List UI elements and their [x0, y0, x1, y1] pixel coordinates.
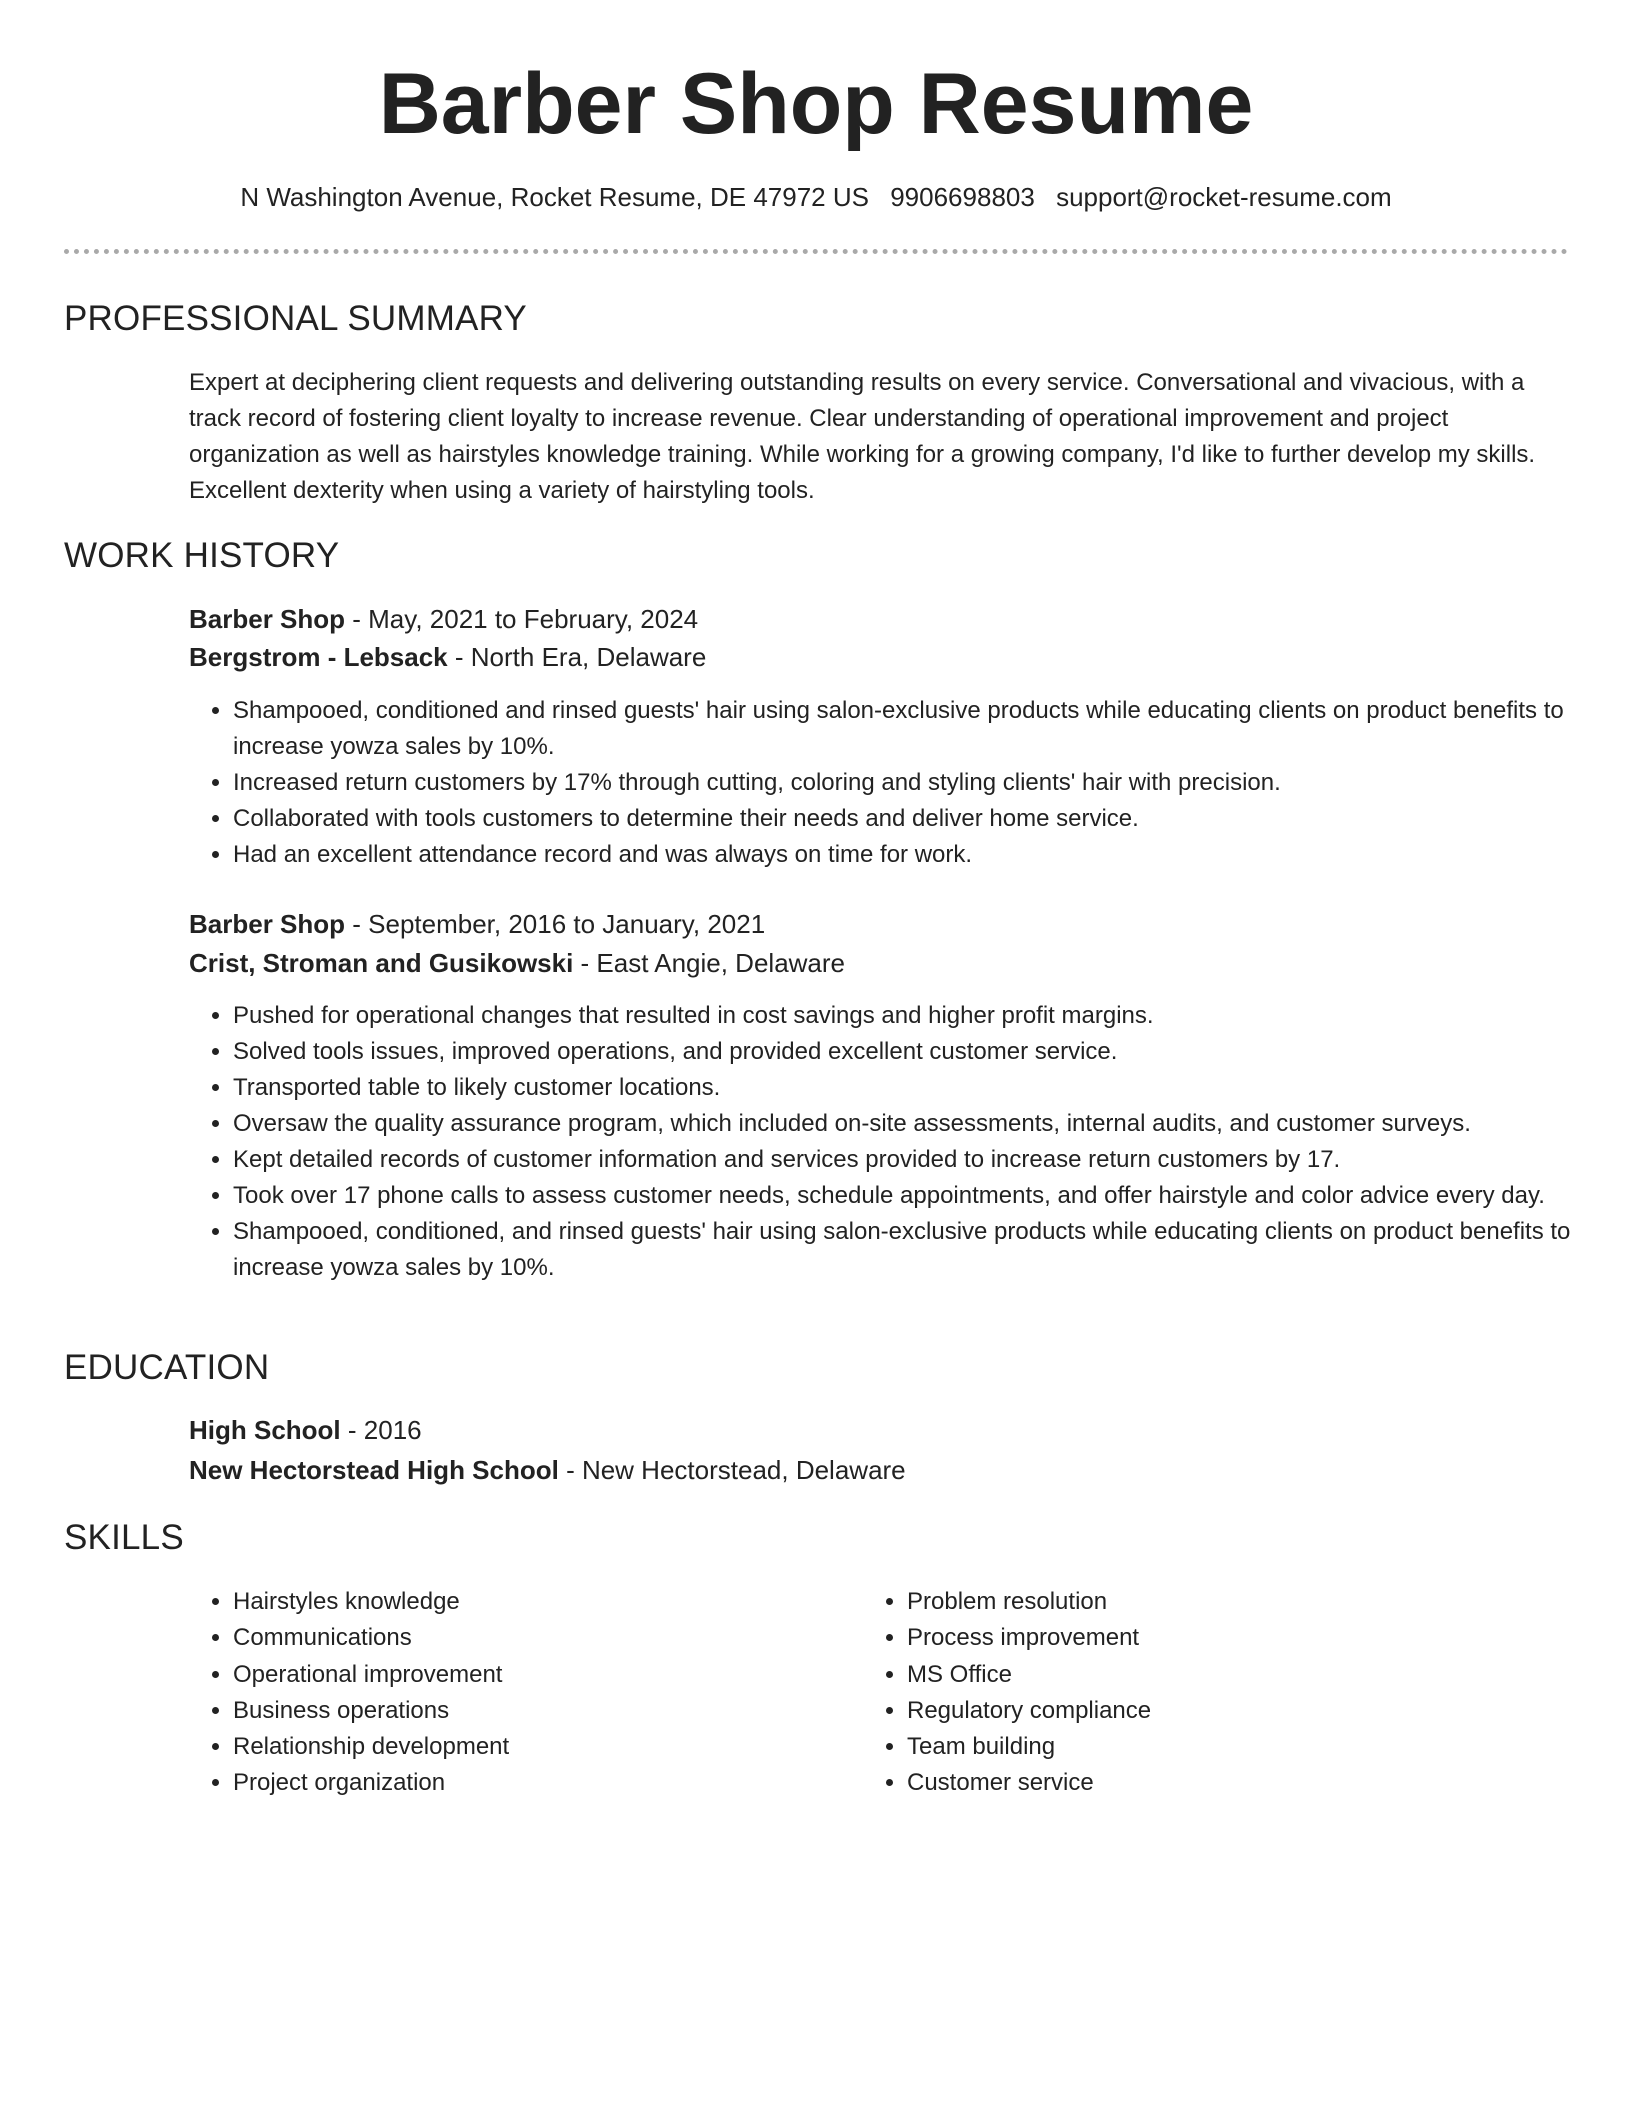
skill-item: • Customer service: [907, 1765, 1151, 1801]
skills-heading: SKILLS: [64, 1518, 184, 1557]
job-1-role: Barber Shop: [189, 604, 346, 634]
education-school-line: [189, 1453, 906, 1487]
summary-heading: PROFESSIONAL SUMMARY: [64, 299, 527, 338]
summary-text: Expert at deciphering client requests and delivering outstanding results on every service. Conversational and vivacious, with a track record of fostering client loyalty to increase revenue. Clear understanding of operational improvement and project organization as well as hairstyles knowledge training. While working for a growing company, I'd like to further develop my skills. Excellent dexterity when using a variety of hairstyling tools.: [189, 369, 1536, 504]
skill-item: • Project organization: [233, 1765, 509, 1801]
skill-item: • Problem resolution: [907, 1584, 1151, 1620]
job-2-title-line: [189, 907, 765, 941]
skill-item: • Regulatory compliance: [907, 1693, 1151, 1729]
resume-title: Barber Shop Resume: [378, 56, 1254, 152]
job-1-location: - North Era, Delaware: [447, 642, 707, 672]
list-item: • Transported table to likely customer locations.: [233, 1070, 1613, 1106]
list-item: • Increased return customers by 17% through cutting, coloring and styling clients' hair with precision.: [233, 765, 1613, 801]
header-divider: [64, 249, 1568, 254]
education-degree-line: [189, 1413, 422, 1447]
list-item: • Collaborated with tools customers to determine their needs and deliver home service.: [233, 801, 1613, 837]
list-item: • Shampooed, conditioned, and rinsed guests' hair using salon-exclusive products while educating clients on product benefits to increase yowza sales by 10%.: [233, 1214, 1613, 1286]
job-2-bullets: [189, 998, 1613, 1286]
skill-item: • Hairstyles knowledge: [233, 1584, 509, 1620]
education-location: - New Hectorstead, Delaware: [558, 1455, 906, 1485]
job-1-title-line: [189, 602, 698, 636]
skill-item: • Team building: [907, 1729, 1151, 1765]
skill-item: • Communications: [233, 1620, 509, 1656]
list-item: • Pushed for operational changes that resulted in cost savings and higher profit margins.: [233, 998, 1613, 1034]
list-item: • Had an excellent attendance record and was always on time for work.: [233, 837, 1613, 873]
contact-phone: 9906698803: [890, 182, 1035, 212]
contact-line: [0, 180, 1632, 214]
contact-email: support@rocket-resume.com: [1056, 182, 1392, 212]
list-item: • Shampooed, conditioned and rinsed guests' hair using salon-exclusive products while educating clients on product benefits to increase yowza sales by 10%.: [233, 693, 1613, 765]
list-item: • Solved tools issues, improved operations, and provided excellent customer service.: [233, 1034, 1613, 1070]
job-2-company: Crist, Stroman and Gusikowski: [189, 948, 574, 978]
job-2-dates: - September, 2016 to January, 2021: [345, 909, 766, 939]
education-year: - 2016: [340, 1415, 422, 1445]
education-degree: High School: [189, 1415, 341, 1445]
skill-item: • Operational improvement: [233, 1657, 509, 1693]
job-1-company: Bergstrom - Lebsack: [189, 642, 448, 672]
contact-address: N Washington Avenue, Rocket Resume, DE 47972 US: [240, 182, 869, 212]
job-1-dates: - May, 2021 to February, 2024: [345, 604, 699, 634]
education-school: New Hectorstead High School: [189, 1455, 559, 1485]
skills-list-right: [863, 1584, 1151, 1802]
skill-item: • Process improvement: [907, 1620, 1151, 1656]
job-2-company-line: [189, 946, 845, 980]
job-1-bullets: [189, 693, 1613, 873]
job-2-location: - East Angie, Delaware: [573, 948, 846, 978]
skill-item: • Business operations: [233, 1693, 509, 1729]
education-heading: EDUCATION: [64, 1348, 270, 1387]
list-item: • Took over 17 phone calls to assess customer needs, schedule appointments, and offer hairstyle and color advice every day.: [233, 1178, 1613, 1214]
list-item: • Kept detailed records of customer information and services provided to increase return customers by 17.: [233, 1142, 1613, 1178]
job-2-role: Barber Shop: [189, 909, 346, 939]
skills-list-left: [189, 1584, 509, 1802]
skill-item: • Relationship development: [233, 1729, 509, 1765]
list-item: • Oversaw the quality assurance program, which included on-site assessments, internal audits, and customer surveys.: [233, 1106, 1613, 1142]
skill-item: • MS Office: [907, 1657, 1151, 1693]
job-1-company-line: [189, 640, 706, 674]
work-history-heading: WORK HISTORY: [64, 536, 340, 575]
